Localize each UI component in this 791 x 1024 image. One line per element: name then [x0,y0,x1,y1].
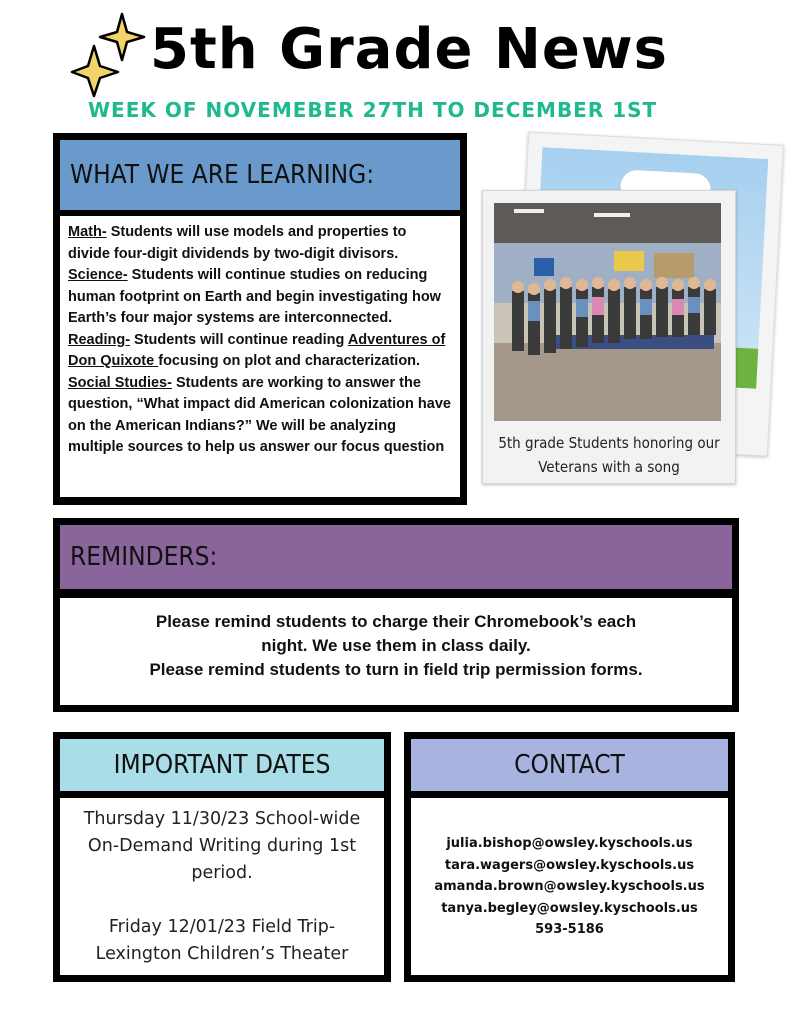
math-label: Math- [68,224,107,240]
class-photo [494,203,721,421]
contact-content [411,798,728,975]
contact-email[interactable]: tanya.begley@owsley.kyschools.us [441,900,698,916]
contact-email[interactable]: amanda.brown@owsley.kyschools.us [434,879,705,894]
date-item-2-line-1: Friday 12/01/23 Field Trip- [108,917,336,937]
date-item-1-line-1: Thursday 11/30/23 School-wide [83,809,361,829]
reminder-line-3: Please remind students to turn in field trip permission forms. [149,660,643,679]
social-studies-text: Students are working to answer the question, “What impact did American colonization have on the American Indians?” We will be analyzing multiple sources to help us answer our focus question [68,374,451,455]
social-studies-label: Social Studies- [68,374,172,391]
contact-panel [404,732,735,982]
math-text: Students will use models and properties to divide four-digit dividends by two-digit divisors. [68,224,407,262]
dates-heading: IMPORTANT DATES [60,739,384,791]
date-item-2-line-2: Lexington Children’s Theater [95,944,349,964]
contact-email[interactable]: julia.bishop@owsley.kyschools.us [446,836,693,851]
contact-heading: CONTACT [411,739,728,791]
caption-line-1: 5th grade Students honoring our [498,434,720,452]
reading-book-title: Adventures of Don Quixote [68,331,446,369]
sparkle-icon [70,12,150,98]
science-text: Students will continue studies on reducing human footprint on Earth and begin investigating how Earth’s four major systems are interconnected. [68,267,441,326]
reading-text: Students will continue reading [130,331,348,348]
dates-content [60,798,384,975]
reading-text-2: focusing on plot and characterization. [158,353,421,369]
reading-label: Reading- [68,331,131,348]
page-title: 5th Grade News [150,17,668,82]
learning-heading: WHAT WE ARE LEARNING: [60,140,460,210]
reminder-line-2: night. We use them in class daily. [261,636,531,655]
contact-email[interactable]: tara.wagers@owsley.kyschools.us [444,857,695,873]
caption-line-2: Veterans with a song [538,458,680,476]
learning-panel [53,133,467,505]
science-label: Science- [68,267,128,283]
reminder-line-1: Please remind students to charge their Chromebook’s each [155,612,637,631]
contact-phone[interactable]: 593-5186 [535,922,604,937]
reminders-content [60,598,732,705]
reminders-heading: REMINDERS: [60,525,732,589]
date-item-1-line-2: On-Demand Writing during 1st [87,836,357,856]
important-dates-panel [53,732,391,982]
week-subtitle: WEEK OF NOVEMEBER 27TH TO DECEMBER 1ST [88,98,658,122]
date-item-1-line-3: period. [191,863,253,883]
photo-caption [483,431,735,479]
learning-content [60,216,460,497]
reminders-panel [53,518,739,712]
class-photo-card [482,190,736,484]
